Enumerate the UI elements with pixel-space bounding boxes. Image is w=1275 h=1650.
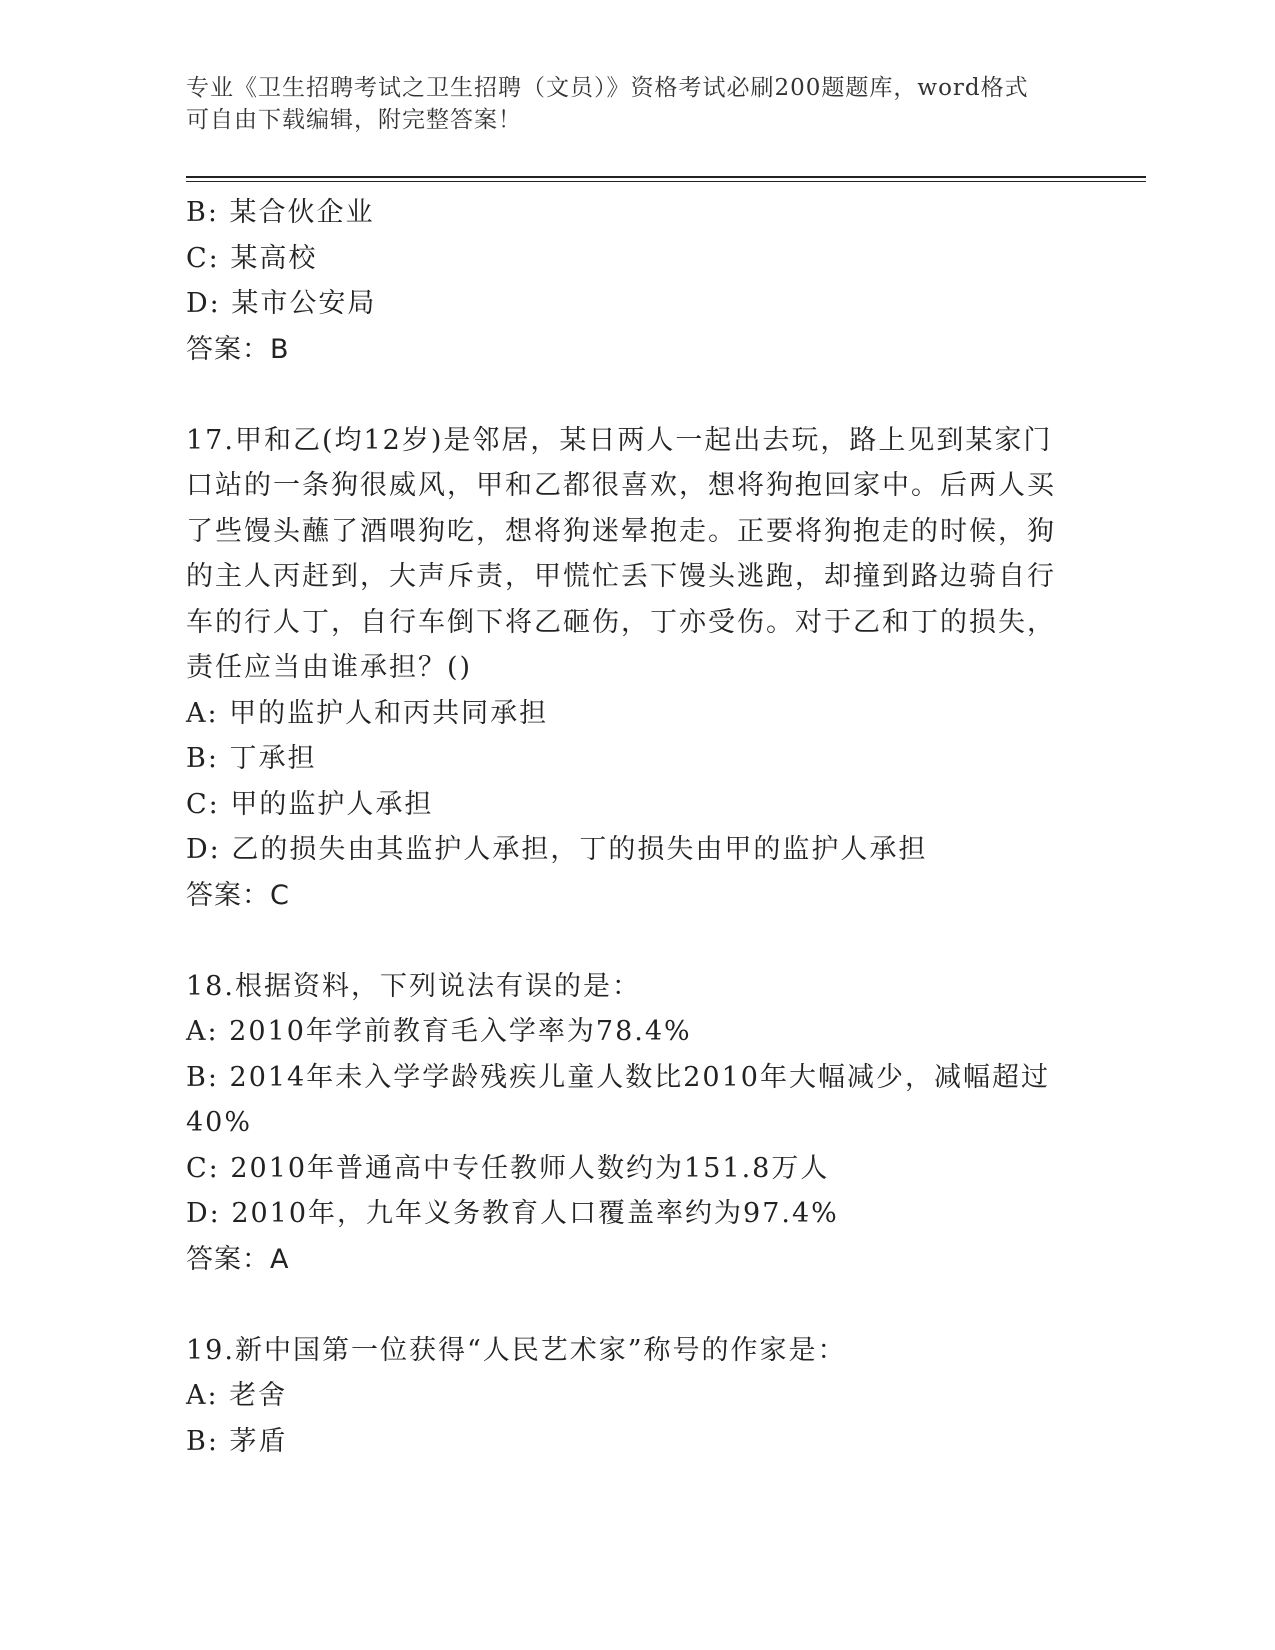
- question-stem-line: 17.甲和乙(均12岁)是邻居，某日两人一起出去玩，路上见到某家门: [186, 424, 1053, 456]
- option-d: D: 某市公安局: [186, 288, 377, 319]
- option-d: D: 乙的损失由其监护人承担，丁的损失由甲的监护人承担: [186, 834, 928, 865]
- question-17: [186, 418, 1066, 919]
- question-stem-line: 的主人丙赶到，大声斥责，甲慌忙丢下馒头逃跑，却撞到路边骑自行: [186, 561, 1056, 592]
- answer-line: 答案：B: [186, 333, 290, 365]
- document-header: [186, 72, 1066, 136]
- question-stem-line: 车的行人丁，自行车倒下将乙砸伤，丁亦受伤。对于乙和丁的损失，: [186, 606, 1056, 638]
- header-rule-thin: [186, 181, 1146, 182]
- option-b: B: 茅盾: [186, 1425, 288, 1457]
- question-19: [186, 1328, 1066, 1465]
- question-stem-line: 了些馒头蘸了酒喂狗吃，想将狗迷晕抱走。正要将狗抱走的时候，狗: [186, 515, 1056, 547]
- spacer: [186, 372, 1066, 418]
- option-b: B: 某合伙企业: [186, 197, 375, 228]
- header-line-1: 专业《卫生招聘考试之卫生招聘（文员）》资格考试必刷200题题库，word格式: [186, 75, 1029, 101]
- question-content: [186, 190, 1066, 1464]
- question-18: [186, 964, 1066, 1283]
- option-c: C: 某高校: [186, 242, 318, 274]
- option-a: A: 甲的监护人和丙共同承担: [186, 697, 549, 729]
- option-c: C: 甲的监护人承担: [186, 788, 434, 820]
- spacer: [186, 1282, 1066, 1328]
- question-stem-line: 责任应当由谁承担？(): [186, 652, 473, 683]
- option-a: A: 老舍: [186, 1380, 288, 1411]
- question-stem-line: 18.根据资料，下列说法有误的是：: [186, 970, 641, 1002]
- option-d: D: 2010年，九年义务教育人口覆盖率约为97.4%: [186, 1198, 839, 1229]
- option-b: B: 丁承担: [186, 743, 317, 774]
- header-line-2: 可自由下载编辑，附完整答案！: [186, 107, 522, 133]
- option-b: B: 2014年未入学学龄残疾儿童人数比2010年大幅减少，减幅超过: [186, 1061, 1050, 1093]
- option-c: C: 2010年普通高中专任教师人数约为151.8万人: [186, 1152, 830, 1184]
- question-16: [186, 190, 1066, 372]
- answer-line: 答案：A: [186, 1243, 290, 1275]
- spacer: [186, 918, 1066, 964]
- answer-line: 答案：C: [186, 879, 290, 911]
- header-rule-thick: [186, 176, 1146, 178]
- option-a: A: 2010年学前教育毛入学率为78.4%: [186, 1016, 692, 1047]
- option-b-continued: 40%: [186, 1107, 253, 1138]
- question-stem-line: 口站的一条狗很威风，甲和乙都很喜欢，想将狗抱回家中。后两人买: [186, 470, 1056, 501]
- question-stem-line: 19.新中国第一位获得“人民艺术家”称号的作家是：: [186, 1334, 847, 1366]
